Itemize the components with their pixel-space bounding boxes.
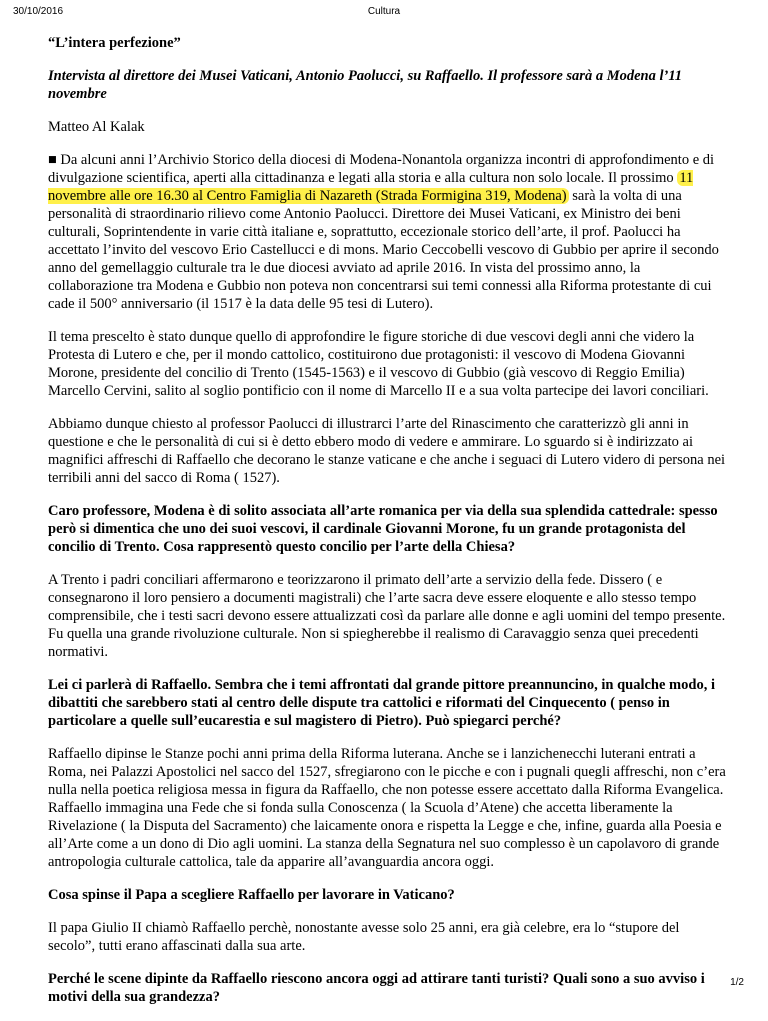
article (48, 34, 728, 1021)
print-date: 30/10/2016 (13, 6, 64, 17)
question-4: Perché le scene dipinte da Raffaello riescono ancora oggi ad attirare tanti turisti? Quali sono a suo avviso i motivi della sua grandezza? (48, 971, 705, 1005)
intro-paragraph (48, 151, 728, 313)
page-number: 1/2 (730, 977, 744, 988)
article-subtitle: Intervista al direttore dei Musei Vaticani, Antonio Paolucci, su Raffaello. Il professore sarà a Modena l’11 novembre (48, 68, 683, 102)
question-1: Caro professore, Modena è di solito associata all’arte romanica per via della sua splendida cattedrale: spesso però si dimentica che uno dei suoi vescovi, il cardinale Giovanni Morone, fu un grande protagonista del concilio di Trento. Cosa rappresentò questo concilio per l’arte della Chiesa? (48, 503, 718, 555)
intro-text-end: sarà la volta di una personalità di straordinario rilievo come Antonio Paolucci. Direttore dei Musei Vaticani, ex Ministro dei beni culturali, Soprintendente in varie città italiane e, soprattutto, eccezionale storico dell’arte, il prof. Paolucci ha accettato l’invito del vescovo Erio Castellucci e di mons. Mario Ceccobelli vescovo di Gubbio per aprire il secondo anno del gemellaggio culturale tra le due diocesi avviato ad aprile 2016. In vista del prossimo anno, la collaborazione tra Modena e Gubbio non poteva non concentrarsi sui temi connessi alla Riforma protestante di cui cade il 500° anniversario (il 1517 è la data delle 95 tesi di Lutero). (48, 188, 719, 312)
article-title: “L’intera perfezione” (48, 35, 181, 51)
paragraph-2: Il tema prescelto è stato dunque quello di approfondire le figure storiche di due vescovi degli anni che videro la Protesta di Lutero e che, per il mondo cattolico, costituirono due protagonisti: il vescovo di Modena Giovanni Morone, presidente del concilio di Trento (1545-1563) e il vescovo di Gubbio (già vescovo di Reggio Emilia) Marcello Cervini, salito al soglio pontificio con il nome di Marcello II e a sua volta partecipe dei lavori conciliari. (48, 329, 709, 399)
answer-3: Il papa Giulio II chiamò Raffaello perchè, nonostante avesse solo 25 anni, era già celebre, era lo “stupore del secolo”, tutti erano affascinati dalla sua arte. (48, 920, 680, 954)
highlighted-event-details: 11 novembre alle ore 16.30 al Centro Famiglia di Nazareth (Strada Formigina 319, Modena) (48, 170, 694, 204)
question-3: Cosa spinse il Papa a scegliere Raffaello per lavorare in Vaticano? (48, 887, 455, 903)
article-author: Matteo Al Kalak (48, 119, 145, 135)
paragraph-3: Abbiamo dunque chiesto al professor Paolucci di illustrarci l’arte del Rinascimento che caratterizzò gli anni in questione e che le personalità di cui si è detto ebbero modo di vedere e ammirare. Lo sguardo si è indirizzato ai magnifici affreschi di Raffaello che decorano le stanze vaticane e che anche i seguaci di Lutero videro di persona nei terribili anni del sacco di Roma ( 1527). (48, 416, 726, 486)
print-header (0, 6, 768, 22)
question-2: Lei ci parlerà di Raffaello. Sembra che i temi affrontati dal grande pittore preannuncino, in qualche modo, i dibattiti che sarebbero stati al centro delle dispute tra cattolici e riformati del Cinquecento ( penso in particolare a quelle sull’eucarestia e sul magistero di Pietro). Può spiegarci perché? (48, 677, 715, 729)
print-section-title: Cultura (367, 6, 401, 17)
answer-1: A Trento i padri conciliari affermarono e teorizzarono il primato dell’arte a servizio della fede. Dissero ( e consegnarono il loro pensiero a documenti magistrali) che l’arte sacra deve essere eloquente e allo stesso tempo comprensibile, che i testi sacri devono essere attualizzati così da parlare alle donne e agli uomini del tempo presente. Fu quella una grande rivoluzione culturale. Non si spiegherebbe il realismo di Caravaggio senza quei precedenti normativi. (48, 572, 726, 660)
answer-2: Raffaello dipinse le Stanze pochi anni prima della Riforma luterana. Anche se i lanzichenecchi luterani entrati a Roma, nei Palazzi Apostolici nel sacco del 1527, sfregiarono con le picche e con i pugnali quegli affreschi, non c’era nulla nella poetica religiosa messa in figura da Raffaello, che non potesse essere accettato dalla Riforma Evangelica. Raffaello immagina una Fede che si fonda sulla Conoscenza ( la Scuola d’Atene) che accetta liberamente la Rivelazione ( la Disputa del Sacramento) che laicamente onora e rispetta la Legge e che, infine, guarda alla Poesia e all’Arte come a un dono di Dio agli uomini. La stanza della Segnatura nel suo complesso è un capolavoro di grande antropologia culturale cattolica, tale da apparire all’avanguardia ancora oggi. (48, 746, 726, 870)
intro-text-start: ■ Da alcuni anni l’Archivio Storico della diocesi di Modena-Nonantola organizza incontri di approfondimento e di divulgazione scientifica, aperti alla cittadinanza e legati alla storia e alla cultura non solo locale. Il prossimo (48, 152, 715, 186)
